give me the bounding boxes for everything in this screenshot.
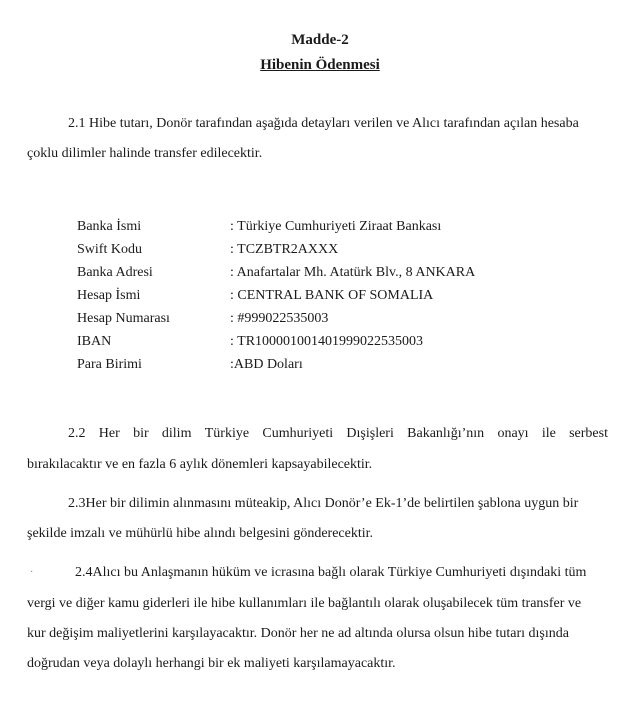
paragraph-2-4-line-2: vergi ve diğer kamu giderleri ile hibe kullanımları ile bağlantılı olarak oluşabilecek tüm transfer ve — [27, 596, 582, 611]
bank-info-label: Hesap İsmi — [77, 288, 141, 303]
paragraph-2-1-line-2: çoklu dilimler halinde transfer edilecektir. — [27, 146, 263, 161]
word: serbest — [569, 426, 608, 441]
word: bir — [133, 426, 149, 441]
bank-info-label: Para Birimi — [77, 357, 142, 372]
bank-info-row — [0, 242, 640, 264]
bank-info-row — [0, 357, 640, 379]
bank-info-label: IBAN — [77, 334, 112, 349]
bank-info-row — [0, 288, 640, 310]
word: Cumhuriyeti — [262, 426, 334, 441]
bank-info-value: : Anafartalar Mh. Atatürk Blv., 8 ANKARA — [230, 265, 476, 280]
paragraph-2-4-line-4: doğrudan veya dolaylı herhangi bir ek maliyeti karşılamayacaktır. — [27, 656, 396, 671]
bank-info-row — [0, 265, 640, 287]
bank-info-row — [0, 311, 640, 333]
word: 2.2 — [68, 426, 86, 441]
bank-info-value: : TR100001001401999022535003 — [230, 334, 424, 349]
justified-line — [68, 426, 608, 442]
word: Her — [98, 426, 120, 441]
bank-info-value: :ABD Doları — [230, 357, 303, 372]
word: ile — [541, 426, 556, 441]
paragraph-2-2-line-2: bırakılacaktır ve en fazla 6 aylık dönemleri kapsayabilecektir. — [27, 457, 373, 472]
bank-info-value: : Türkiye Cumhuriyeti Ziraat Bankası — [230, 219, 442, 234]
bank-info-value: : #999022535003 — [230, 311, 329, 326]
stray-mark: · — [30, 567, 34, 578]
bank-info-label: Hesap Numarası — [77, 311, 170, 326]
article-title-text: Hibenin Ödenmesi — [260, 57, 380, 73]
article-title — [0, 57, 640, 74]
word: dilim — [161, 426, 192, 441]
bank-info-label: Banka İsmi — [77, 219, 142, 234]
article-number: Madde-2 — [291, 32, 349, 48]
paragraph-2-3-line-2: şekilde imzalı ve mühürlü hibe alındı belgesini gönderecektir. — [27, 526, 374, 541]
word: Türkiye — [204, 426, 250, 441]
paragraph-2-4-line-3: kur değişim maliyetlerini karşılayacaktır. Donör her ne ad altında olursa olsun hibe tutarı dışında — [27, 626, 569, 641]
paragraph-2-2-line-1 — [68, 426, 608, 442]
bank-info-value: : TCZBTR2AXXX — [230, 242, 339, 257]
bank-info-label: Banka Adresi — [77, 265, 153, 280]
word: Dışişleri — [346, 426, 394, 441]
bank-info-row — [0, 334, 640, 356]
bank-info-label: Swift Kodu — [77, 242, 142, 257]
paragraph-2-1-line-1: 2.1 Hibe tutarı, Donör tarafından aşağıda detayları verilen ve Alıcı tarafından açılan hesaba — [68, 116, 579, 131]
word: Bakanlığı’nın — [407, 426, 485, 441]
paragraph-2-4-line-1: 2.4Alıcı bu Anlaşmanın hüküm ve icrasına bağlı olarak Türkiye Cumhuriyeti dışındaki tüm — [75, 565, 587, 580]
paragraph-2-3-line-1: 2.3Her bir dilimin alınmasını müteakip, Alıcı Donör’e Ek-1’de belirtilen şablona uygun bir — [68, 496, 579, 511]
word: onayı — [497, 426, 529, 441]
bank-info-value: : CENTRAL BANK OF SOMALIA — [230, 288, 434, 303]
bank-info-row — [0, 219, 640, 241]
